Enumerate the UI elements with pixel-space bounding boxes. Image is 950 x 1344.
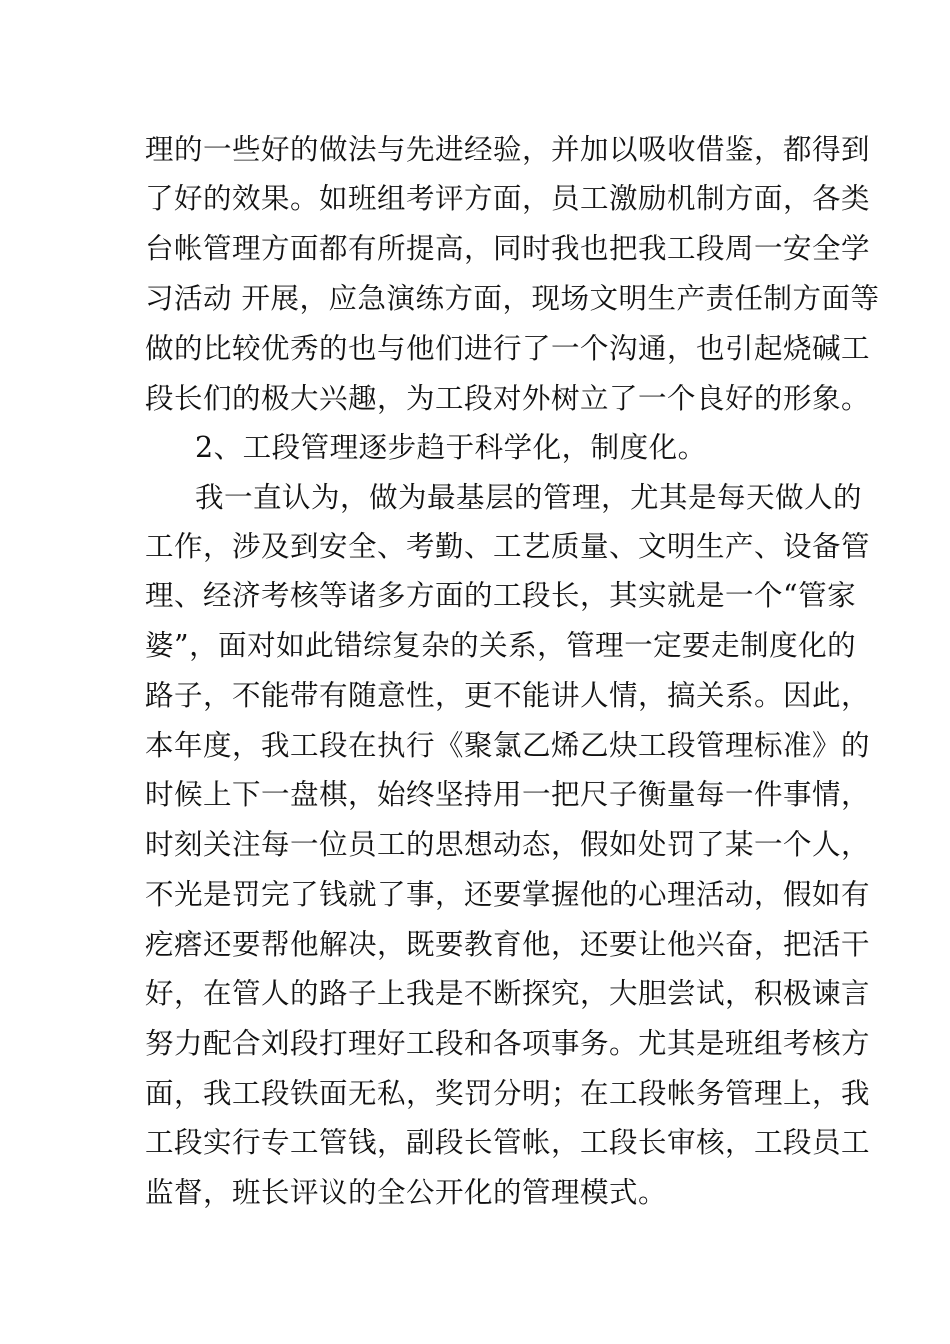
text-line: 路子，不能带有随意性，更不能讲人情，搞关系。因此， <box>145 679 871 712</box>
text-line: 段长们的极大兴趣，为工段对外树立了一个良好的形象。 <box>145 382 871 415</box>
text-line: 工段实行专工管钱，副段长管帐，工段长审核，工段员工 <box>145 1126 871 1159</box>
text-line: 做的比较优秀的也与他们进行了一个沟通，也引起烧碱工 <box>145 332 871 365</box>
text-line: 努力配合刘段打理好工段和各项事务。尤其是班组考核方 <box>145 1027 871 1060</box>
paragraph-first-line: 我一直认为，做为最基层的管理，尤其是每天做人的 <box>195 481 863 514</box>
text-line: 面，我工段铁面无私，奖罚分明；在工段帐务管理上，我 <box>145 1077 871 1110</box>
text-line: 习活动 开展，应急演练方面，现场文明生产责任制方面等 <box>145 282 880 315</box>
text-line: 疙瘩还要帮他解决，既要教育他，还要让他兴奋，把活干 <box>145 928 871 961</box>
section-heading: 2、工段管理逐步趋于科学化，制度化。 <box>195 431 707 464</box>
text-line: 不光是罚完了钱就了事，还要掌握他的心理活动，假如有 <box>145 878 871 911</box>
text-line: 婆”，面对如此错综复杂的关系，管理一定要走制度化的 <box>145 629 857 662</box>
text-line: 时刻关注每一位员工的思想动态，假如处罚了某一个人， <box>145 828 871 861</box>
text-line: 工作，涉及到安全、考勤、工艺质量、文明生产、设备管 <box>145 530 871 563</box>
text-line: 台帐管理方面都有所提高，同时我也把我工段周一安全学 <box>145 232 871 265</box>
text-line: 理的一些好的做法与先进经验，并加以吸收借鉴，都得到 <box>145 133 871 166</box>
text-line: 监督，班长评议的全公开化的管理模式。 <box>145 1176 668 1209</box>
text-line: 时候上下一盘棋，始终坚持用一把尺子衡量每一件事情， <box>145 778 871 811</box>
text-line: 好，在管人的路子上我是不断探究，大胆尝试，积极谏言 <box>145 977 871 1010</box>
text-line: 本年度，我工段在执行《聚氯乙烯乙炔工段管理标准》的 <box>145 729 871 762</box>
text-line: 理、经济考核等诸多方面的工段长，其实就是一个“管家 <box>145 579 857 612</box>
text-line: 了好的效果。如班组考评方面，员工激励机制方面，各类 <box>145 182 871 215</box>
